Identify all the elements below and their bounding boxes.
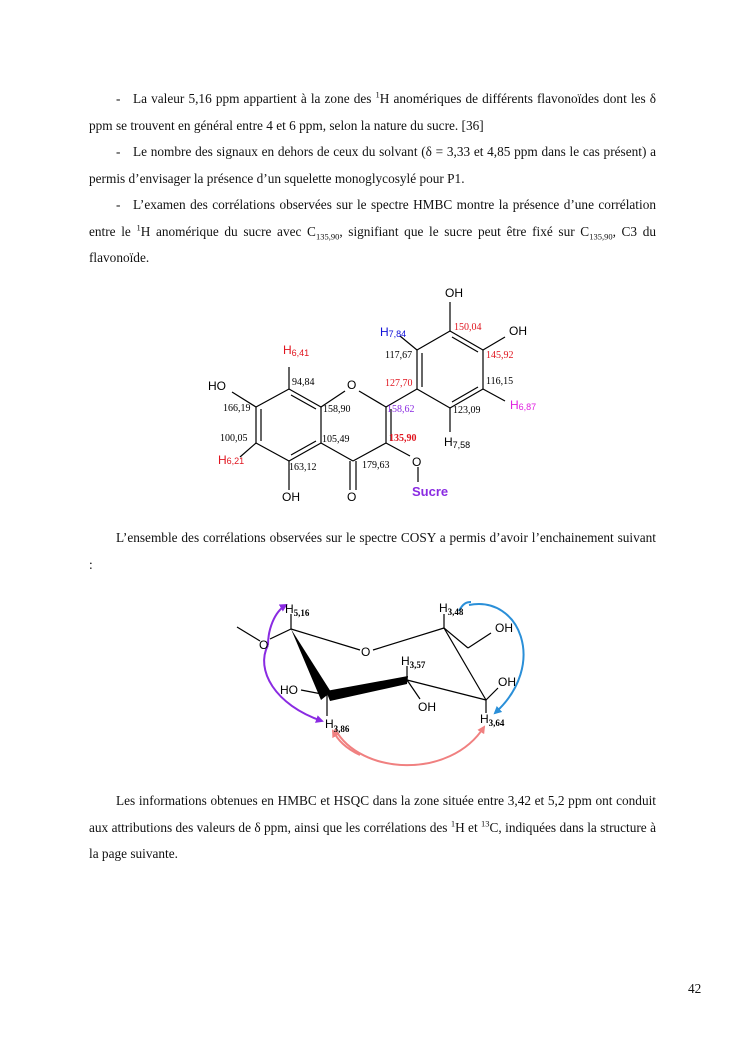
h-516-label: $H_{5,16}$ bbox=[285, 602, 310, 618]
oh-mid-label: OH bbox=[418, 700, 436, 714]
h-784-label: H7,84 bbox=[380, 325, 407, 339]
c-158-90-label: 158,90 bbox=[323, 404, 351, 415]
oh-top-label: OH bbox=[445, 286, 463, 300]
ho-left-label: HO bbox=[208, 379, 226, 393]
paragraph-hmbc: - L’examen des corrélations observées sur le spectre HMBC montre la présence d’une corrélation entre le $^1$H anomérique du sucre avec $C_{135,90}$, signifiant que le sucre peut être fixé sur $C_{135,90}$, C3 du flavonoïde. bbox=[89, 197, 657, 265]
paragraph-cosy: L’ensemble des corrélations observées sur le spectre COSY a permis d’avoir l’enchainement suivant : bbox=[89, 530, 656, 572]
oh-right-label: OH bbox=[498, 675, 516, 689]
h-386-label: $H_{3,86}$ bbox=[325, 717, 350, 734]
sugar-structure bbox=[230, 595, 540, 775]
sugar-label: Sucre bbox=[412, 484, 449, 499]
c-158-62-label: 158,62 bbox=[387, 404, 415, 415]
o-ring-label: O bbox=[347, 378, 357, 392]
h-364-label: $H_{3,64}$ bbox=[480, 712, 505, 728]
c-127-70-label: 127,70 bbox=[385, 378, 413, 389]
c-116-15-label: 116,15 bbox=[486, 376, 514, 387]
h-348-label: $H_{3,48}$ bbox=[439, 601, 464, 617]
o-sugar-link-label: O bbox=[412, 455, 422, 469]
c-166-19-label: 166,19 bbox=[223, 403, 251, 414]
oh-ch2-label: OH bbox=[495, 621, 513, 635]
c-94-84-label: 94,84 bbox=[292, 377, 315, 388]
sugar-wedge-bonds bbox=[291, 629, 408, 701]
c-117-67-label: 117,67 bbox=[385, 350, 413, 361]
c-105-49-label: 105,49 bbox=[322, 434, 350, 445]
paragraph-hmbc-hsqc: Les informations obtenues en HMBC et HSQC dans la zone située entre 3,42 et 5,2 ppm ont conduit aux attributions des valeurs de δ ppm, ainsi que les corrélations des $^1$H et $^{13}$C, indiquées dans la structure à la page suivante. bbox=[89, 793, 656, 861]
h-641-label: H6,41 bbox=[283, 343, 310, 358]
c-179-63-label: 179,63 bbox=[362, 460, 390, 471]
oh-bottom-label: OH bbox=[282, 490, 300, 504]
oh-right-label: OH bbox=[509, 324, 527, 338]
paragraph-signal-count: - Le nombre des signaux en dehors de ceux du solvant (δ = 3,33 et 4,85 ppm dans le cas présent) a permis d’envisager la présence d’un squelette monoglycosylé pour P1. bbox=[89, 144, 656, 186]
c-135-90-label: 135,90 bbox=[389, 433, 417, 444]
h-357-label: $H_{3,57}$ bbox=[401, 654, 426, 670]
ho-left-label: HO bbox=[280, 683, 298, 697]
page-number: 42 bbox=[688, 981, 702, 996]
c-145-92-label: 145,92 bbox=[486, 350, 514, 361]
c-150-04-label: 150,04 bbox=[454, 322, 482, 333]
o-carbonyl-label: O bbox=[347, 490, 357, 504]
h-687-label: H6,87 bbox=[510, 398, 537, 412]
o-pyranose-ring-label: O bbox=[361, 645, 371, 659]
h-758-label: H7,58 bbox=[444, 435, 471, 450]
c-163-12-label: 163,12 bbox=[289, 462, 317, 473]
cosy-arrow-h386-h364 bbox=[335, 727, 484, 765]
flavonoid-structure bbox=[195, 280, 537, 505]
paragraph-anomeric-zone: - La valeur 5,16 ppm appartient à la zone des $^1$H anomériques de différents flavonoïdes dont les δ ppm se trouvent en général entre 4 et 6 ppm, selon la nature du sucre. [36] bbox=[89, 89, 657, 133]
o-anomeric-label: O bbox=[259, 638, 269, 652]
c-100-05-label: 100,05 bbox=[220, 433, 248, 444]
sugar-bonds bbox=[237, 614, 498, 716]
h-621-label: H6,21 bbox=[218, 453, 245, 467]
c-123-09-label: 123,09 bbox=[453, 405, 481, 416]
